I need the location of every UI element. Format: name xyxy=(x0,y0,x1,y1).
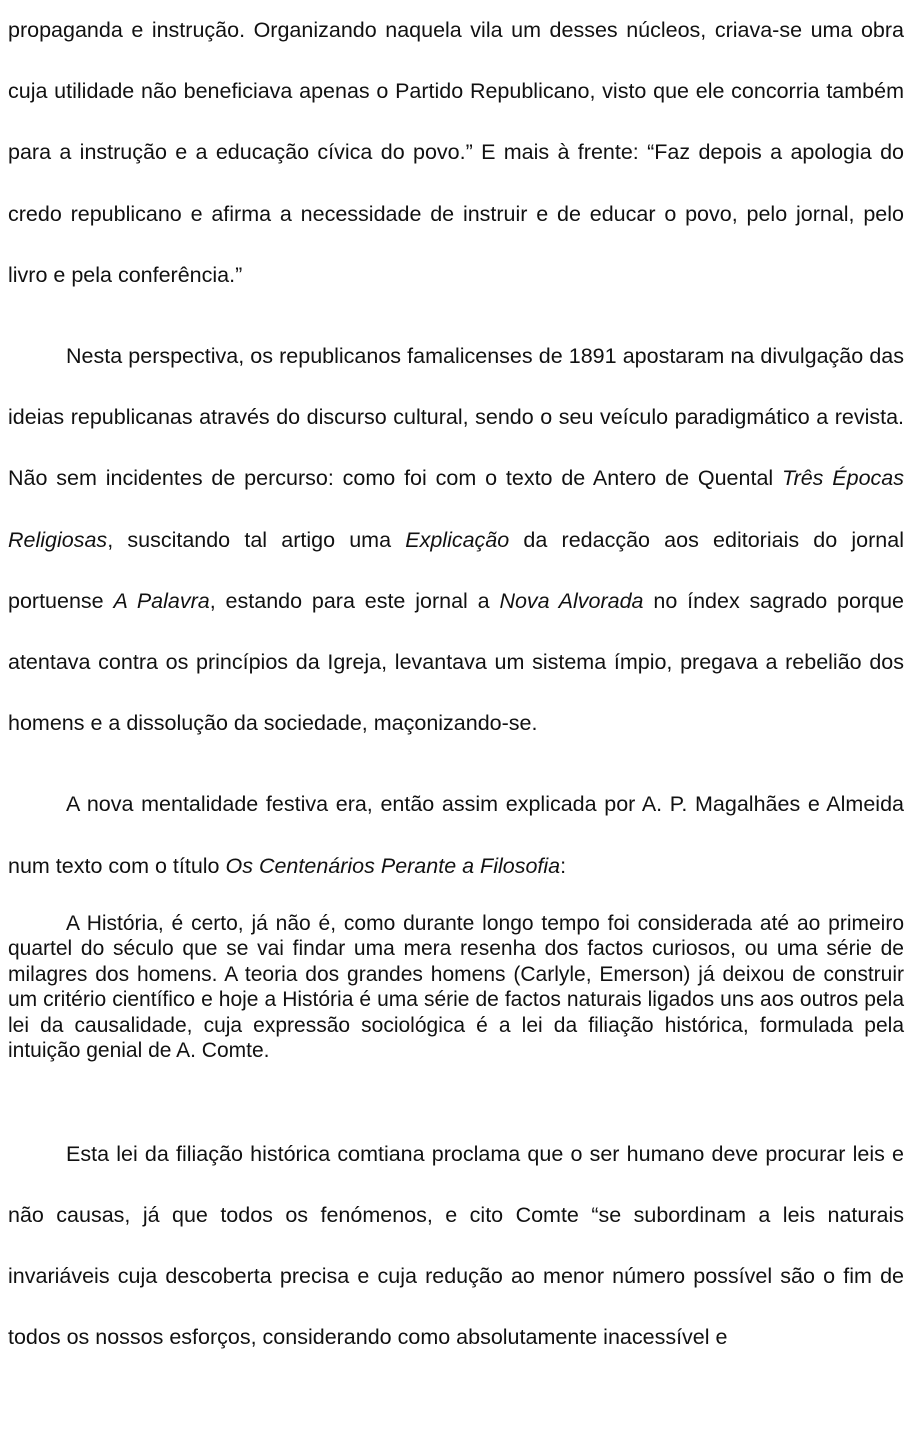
text-run: propaganda e instrução. Organizando naquela vila um desses núcleos, criava-se uma obra cuja utilidade não beneficiava apenas o Partido Republicano, visto que ele concorria também para a instrução e a educação cívica do povo.” E mais à frente: “Faz depois a apologia do credo republicano e afirma a necessidade de instruir e de educar o povo, pelo jornal, pelo livro e pela conferência.” xyxy=(8,18,904,287)
paragraph-3 xyxy=(8,774,904,896)
document-page xyxy=(8,0,904,1369)
text-run: : xyxy=(560,853,567,878)
text-run: A nova mentalidade festiva era, então assim explicada por A. P. Magalhães e Almeida num texto com o título xyxy=(8,792,904,878)
paragraph-1 xyxy=(8,0,904,306)
italic-title: Explicação xyxy=(405,527,510,552)
italic-title: Nova Alvorada xyxy=(499,588,644,613)
paragraph-gap xyxy=(8,754,904,774)
text-run: , suscitando tal artigo uma xyxy=(107,527,406,552)
text-run: no índex sagrado porque atentava contra os princípios da Igreja, levantava um sistema ímpio, pregava a rebelião dos homens e a dissolução da sociedade, maçonizando-se. xyxy=(8,588,905,736)
block-quote: A História, é certo, já não é, como durante longo tempo foi considerada até ao primeiro quartel do século que se vai findar uma mera resenha dos factos curiosos, ou uma série de milagres dos homens. A teoria dos grandes homens (Carlyle, Emerson) já deixou de construir um critério científico e hoje a História é uma série de factos naturais ligados uns aos outros pela lei da causalidade, cuja expressão sociológica é a lei da filiação histórica, formulada pela intuição genial de A. Comte. xyxy=(8,911,904,1063)
italic-title: Três Épocas Religiosas xyxy=(8,466,904,552)
paragraph-4: Esta lei da filiação histórica comtiana proclama que o ser humano deve procurar leis e não causas, já que todos os fenómenos, e cito Comte “se subordinam a leis naturais invariáveis cuja descoberta precisa e cuja redução ao menor número possível são o fim de todos os nossos esforços, considerando como absolutamente inacessível e xyxy=(8,1141,904,1350)
text-run: , estando para este jornal a xyxy=(209,588,500,613)
text-run: Nesta perspectiva, os republicanos famalicenses de 1891 apostaram na divulgação das ideias republicanas através do discurso cultural, sendo o seu veículo paradigmático a revista. Não sem incidentes de percurso: como foi com o texto de Antero de Quental xyxy=(8,344,904,491)
quote-gap xyxy=(8,897,904,911)
italic-title: A Palavra xyxy=(113,588,210,613)
paragraph-gap xyxy=(8,306,904,326)
quote-gap xyxy=(8,1064,904,1124)
text-run: da redacção aos editoriais do jornal portuense xyxy=(8,527,904,613)
italic-title: Os Centenários Perante a Filosofia xyxy=(225,853,561,878)
paragraph-2 xyxy=(8,326,904,754)
